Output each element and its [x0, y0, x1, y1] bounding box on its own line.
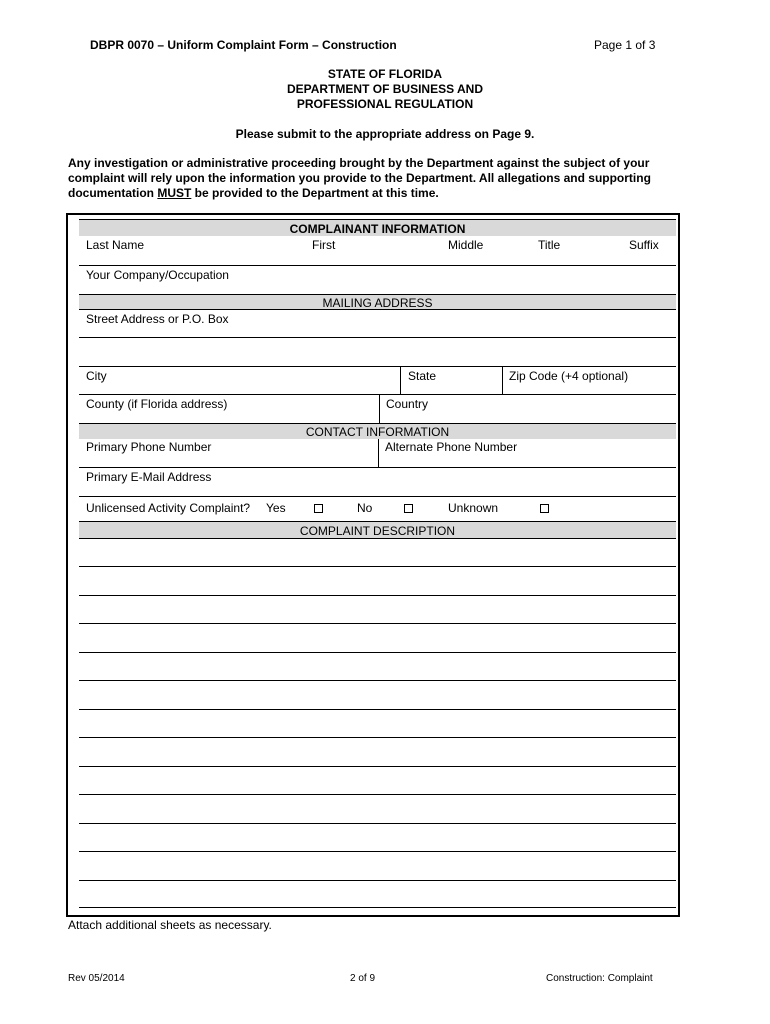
notice-paragraph	[68, 156, 698, 201]
street-row[interactable]	[79, 309, 676, 337]
description-line[interactable]	[79, 794, 676, 823]
description-line[interactable]	[79, 766, 676, 794]
zip-label[interactable]: Zip Code (+4 optional)	[509, 369, 629, 383]
agency-line-3: PROFESSIONAL REGULATION	[296, 97, 474, 111]
first-name-label[interactable]: First	[312, 238, 336, 252]
company-label: Your Company/Occupation	[86, 268, 229, 282]
description-header-row	[79, 521, 676, 538]
agency-line-1: STATE OF FLORIDA	[327, 67, 443, 81]
description-line[interactable]	[79, 623, 676, 652]
middle-name-label[interactable]: Middle	[448, 238, 484, 252]
primary-phone-label[interactable]: Primary Phone Number	[86, 440, 212, 454]
alternate-phone-label[interactable]: Alternate Phone Number	[385, 440, 518, 454]
county-row	[79, 394, 676, 423]
suffix-label[interactable]: Suffix	[629, 238, 659, 252]
no-checkbox[interactable]	[404, 504, 413, 513]
email-label: Primary E-Mail Address	[86, 470, 212, 484]
name-row	[79, 219, 676, 265]
notice-must: MUST	[157, 186, 192, 200]
description-line[interactable]	[79, 880, 676, 908]
submit-note: Please submit to the appropriate address on Page 9.	[235, 127, 535, 141]
description-line[interactable]	[79, 737, 676, 766]
city-label[interactable]: City	[86, 369, 107, 383]
city-row	[79, 366, 676, 394]
agency-line-2: DEPARTMENT OF BUSINESS AND	[286, 82, 483, 96]
description-line[interactable]	[79, 595, 676, 623]
attach-note: Attach additional sheets as necessary.	[68, 918, 272, 932]
city-state-divider	[400, 367, 401, 394]
notice-text-a: Any investigation or administrative proceeding brought by the Department against the subject of your complaint will rely upon the information you provide to the Department. All allegations and supporting documentation	[68, 156, 651, 200]
street-row-2[interactable]	[79, 337, 676, 366]
footer-page: 2 of 9	[350, 973, 376, 984]
county-country-divider	[379, 395, 380, 423]
unlicensed-question: Unlicensed Activity Complaint?	[86, 501, 251, 515]
country-label[interactable]: Country	[386, 397, 429, 411]
email-row[interactable]	[79, 467, 676, 496]
description-line[interactable]	[79, 709, 676, 737]
unknown-checkbox[interactable]	[540, 504, 549, 513]
phone-row	[79, 423, 676, 467]
description-line[interactable]	[79, 566, 676, 595]
form-title: DBPR 0070 – Uniform Complaint Form – Construction	[90, 38, 397, 52]
page-number: Page 1 of 3	[594, 38, 656, 52]
description-line[interactable]	[79, 538, 676, 566]
notice-text-b: be provided to the Department at this time.	[191, 186, 439, 200]
description-line[interactable]	[79, 851, 676, 880]
complaint-form	[79, 219, 676, 908]
mailing-section-title: MAILING ADDRESS	[322, 296, 433, 310]
state-zip-divider	[502, 367, 503, 394]
footer-category: Construction: Complaint	[546, 973, 653, 984]
unlicensed-row	[79, 496, 676, 521]
company-row[interactable]	[79, 265, 676, 294]
phone-divider	[378, 439, 379, 467]
state-label[interactable]: State	[408, 369, 437, 383]
description-line[interactable]	[79, 652, 676, 680]
no-label: No	[357, 501, 373, 515]
description-line[interactable]	[79, 823, 676, 851]
description-section-title: COMPLAINT DESCRIPTION	[299, 524, 456, 538]
unknown-label: Unknown	[448, 501, 499, 515]
yes-label: Yes	[266, 501, 286, 515]
footer-revision: Rev 05/2014	[68, 973, 125, 984]
mailing-header-row	[79, 294, 676, 309]
last-name-label[interactable]: Last Name	[86, 238, 145, 252]
title-label[interactable]: Title	[538, 238, 561, 252]
street-label: Street Address or P.O. Box	[86, 312, 229, 326]
description-line[interactable]	[79, 680, 676, 709]
contact-section-title: CONTACT INFORMATION	[305, 425, 450, 439]
yes-checkbox[interactable]	[314, 504, 323, 513]
county-label[interactable]: County (if Florida address)	[86, 397, 228, 411]
complainant-section-title: COMPLAINANT INFORMATION	[289, 222, 466, 236]
